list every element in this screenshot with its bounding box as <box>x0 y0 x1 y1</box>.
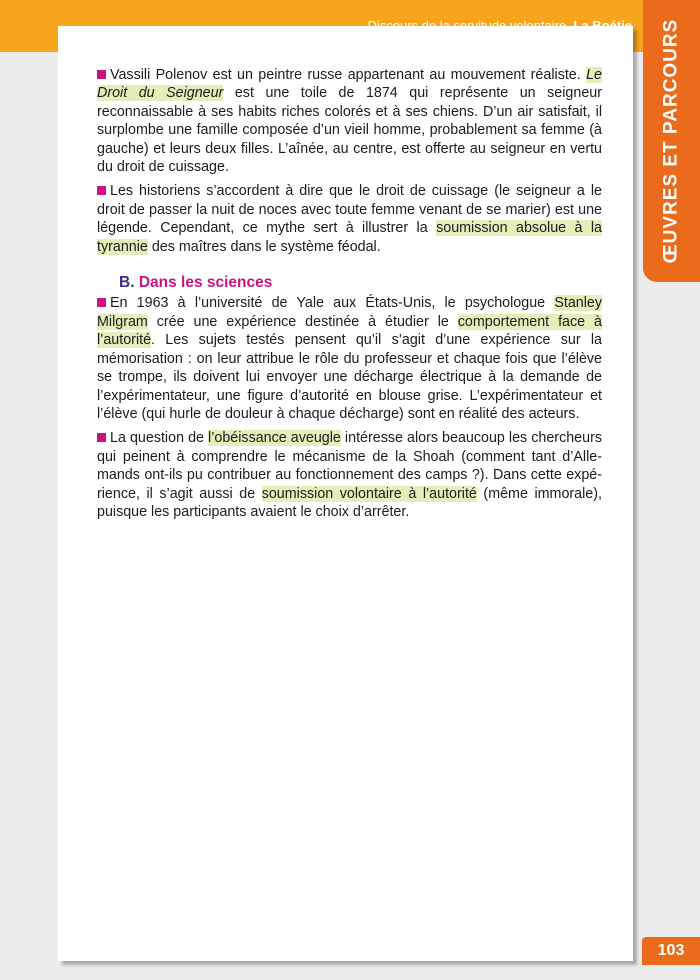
paragraph-milgram: En 1963 à l’université de Yale aux États-Unis, le psychologue Stanley Milgram crée une expérience destinée à étudier le comportement face à l’autorité. Les sujets testés pensent qu’il s’agit d’une expérience sur la mémorisation : on leur attribue le rôle du professeur et chaque fois que l’élève se trompe, ils doivent lui envoyer une décharge électrique à la demande de l’expérimentateur, une figure d’autorité en blouse grise. L’expérimentateur et l’élève (qui hurle de douleur à chaque décharge) sont en réalité des acteurs. <box>97 295 602 422</box>
paragraph-obeissance: La question de l’obéissance aveugle intéresse alors beaucoup les chercheurs qui peinent à comprendre le mécanisme de la Shoah (comment tant d’Allemands ont-ils pu contribuer au fonctionnement des camps ?). Dans cette expérience, il s’agit aussi de soumission volontaire à l’autorité (même immorale), puisque les participants avaient le choix d’arrêter. <box>97 430 602 520</box>
square-bullet-icon <box>97 186 106 195</box>
paragraph-droit-de-cuissage: Les historiens s’accordent à dire que le droit de cuissage (le seigneur a le droit de passer la nuit de noces avec toute femme venant de se marier) est une légende. Cependant, ce mythe sert à illustrer la soumission absolue à la tyrannie des maîtres dans le système féodal. <box>97 183 602 255</box>
highlight-keyword: soumission volontaire à l’autorité <box>261 485 477 502</box>
side-tab-label-wrap <box>643 0 700 282</box>
page-content <box>97 66 602 527</box>
square-bullet-icon <box>97 298 106 307</box>
section-letter: B. <box>119 274 135 292</box>
highlight-keyword: soumission absolue à la tyrannie <box>97 220 602 255</box>
highlight-keyword: Stanley Milgram <box>97 295 602 330</box>
section-title: Dans les sciences <box>138 274 273 292</box>
highlight-artwork-title: Le Droit du Seigneur <box>97 67 602 102</box>
square-bullet-icon <box>97 70 106 79</box>
page-number: 103 <box>657 942 685 959</box>
paragraph-polenov: Vassili Polenov est un peintre russe appartenant au mouvement réaliste. Le Droit du Seigneur est une toile de 1874 qui représente un seigneur reconnaissable à ses habits riches colorés et à ses chiens. D’un air satisfait, il surplombe une famille composée d’un vieil homme, probablement sa femme (à gauche) et leurs deux filles. L’aînée, au centre, est offerte au seigneur en vertu du droit de cuissage. <box>97 67 602 176</box>
highlight-keyword: l’obéissance aveugle <box>208 430 341 447</box>
side-tab-label: ŒUVRES ET PARCOURS <box>660 18 682 264</box>
highlight-keyword: comportement face à l’autorité <box>97 313 602 349</box>
section-heading-b <box>119 274 602 292</box>
square-bullet-icon <box>97 433 106 442</box>
